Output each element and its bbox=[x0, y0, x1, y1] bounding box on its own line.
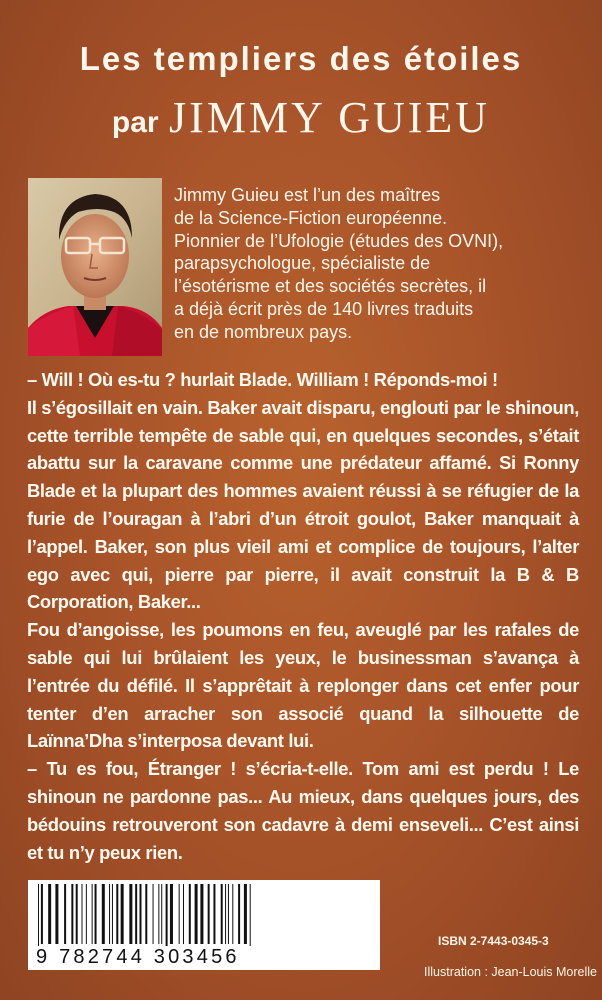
barcode-bar bbox=[140, 884, 142, 944]
barcode-bar bbox=[166, 884, 168, 946]
barcode-bar bbox=[208, 884, 210, 944]
bio-line: parapsychologue, spécialiste de bbox=[174, 253, 431, 274]
bio-line: en de nombreux pays. bbox=[174, 321, 353, 342]
barcode-bar bbox=[64, 884, 66, 944]
bio-line: de la Science-Fiction européenne. bbox=[174, 207, 448, 228]
byline-par: par bbox=[111, 106, 159, 139]
barcode-bars-icon bbox=[34, 884, 374, 946]
barcode-bar bbox=[238, 884, 240, 944]
excerpt-paragraph: – Tu es fou, Étranger ! s’écria-t-elle. Tom ami est perdu ! Le shinoun ne pardonne pas... Au mieux, dans quelques jours, des bédouins retrouveront son cadavre à demi enseveli... C’est ainsi et tu n’y peux rien. bbox=[27, 758, 579, 863]
barcode-bar bbox=[55, 884, 58, 944]
barcode-bar bbox=[71, 884, 73, 944]
barcode-bar bbox=[116, 884, 118, 944]
author-portrait-icon bbox=[28, 178, 162, 356]
bio-line: Jimmy Guieu est l’un des maîtres bbox=[174, 185, 441, 205]
barcode-bar bbox=[38, 884, 39, 946]
barcode-bar bbox=[41, 884, 43, 944]
barcode-bar bbox=[244, 884, 247, 944]
book-title: Les templiers des étoiles bbox=[79, 40, 523, 77]
barcode-bar bbox=[92, 884, 93, 944]
barcode-bar bbox=[170, 884, 173, 944]
author-name: JIMMY GUIEU bbox=[169, 93, 491, 142]
byline bbox=[0, 92, 602, 143]
barcode-bar bbox=[109, 884, 110, 944]
barcode-bar bbox=[112, 884, 113, 944]
barcode-bar bbox=[200, 884, 203, 944]
barcode-bar bbox=[86, 884, 87, 944]
barcode-bar bbox=[161, 884, 162, 944]
barcode-bar bbox=[145, 884, 147, 944]
barcode bbox=[28, 880, 380, 970]
barcode-bar bbox=[153, 884, 154, 944]
isbn: ISBN 2-7443-0345-3 bbox=[438, 934, 549, 948]
barcode-bar bbox=[195, 884, 198, 944]
barcode-bar bbox=[228, 884, 229, 944]
barcode-bar bbox=[232, 884, 233, 944]
barcode-bar bbox=[250, 884, 251, 946]
excerpt-paragraph: Il s’égosillait en vain. Baker avait disparu, englouti par le shinoun, cette terrible tempête de sable qui, en quelques secondes, s’était abattu sur la caravane comme une prédateur affamé. Si Ronny Blade et la plupart des hommes avaient réussi à se réfugier de la furie de l’ouragan à l’abri d’un étroit goulot, Baker manquait à l’appel. Baker, son plus vieil ami et complice de toujours, l’alter ego avec qui, pierre par pierre, il avait construit la B & B Corporation, Baker... bbox=[27, 396, 579, 613]
excerpt bbox=[27, 366, 579, 866]
barcode-bar bbox=[135, 884, 137, 944]
bio-line: Pionnier de l’Ufologie (études des OVNI), bbox=[174, 230, 504, 251]
barcode-bar bbox=[95, 884, 97, 944]
barcode-bar bbox=[189, 884, 191, 944]
author-photo bbox=[28, 178, 162, 356]
author-bio bbox=[174, 184, 592, 344]
barcode-bar bbox=[102, 884, 105, 944]
barcode-bar bbox=[76, 884, 78, 944]
barcode-bar bbox=[225, 884, 226, 944]
excerpt-paragraph: – Will ! Où es-tu ? hurlait Blade. William ! Réponds-moi ! bbox=[27, 369, 498, 390]
bio-line: l’ésotérisme et des sociétés secrètes, il bbox=[174, 276, 487, 297]
excerpt-paragraph: Fou d’angoisse, les poumons en feu, aveuglé par les rafales de sable qui lui brûlaient les yeux, le businessman s’avança à l’entrée du défilé. Il s’apprêtait à replonger dans cet enfer pour tenter d’en arracher son associé quand la silhouette de Laïnna’Dha s’interposa devant lui. bbox=[27, 619, 579, 752]
barcode-bar bbox=[121, 884, 124, 944]
barcode-bar bbox=[48, 884, 51, 944]
illustration-credit: Illustration : Jean-Louis Morelle bbox=[424, 965, 597, 979]
barcode-number: 9 782744 303456 bbox=[36, 946, 240, 968]
barcode-bar bbox=[179, 884, 180, 944]
barcode-bar bbox=[183, 884, 184, 944]
bio-line: a déjà écrit près de 140 livres traduits bbox=[174, 298, 474, 319]
barcode-bar bbox=[213, 884, 215, 944]
barcode-bar bbox=[82, 884, 83, 944]
barcode-bar bbox=[158, 884, 159, 944]
barcode-bar bbox=[129, 884, 132, 944]
barcode-bar bbox=[221, 884, 223, 944]
